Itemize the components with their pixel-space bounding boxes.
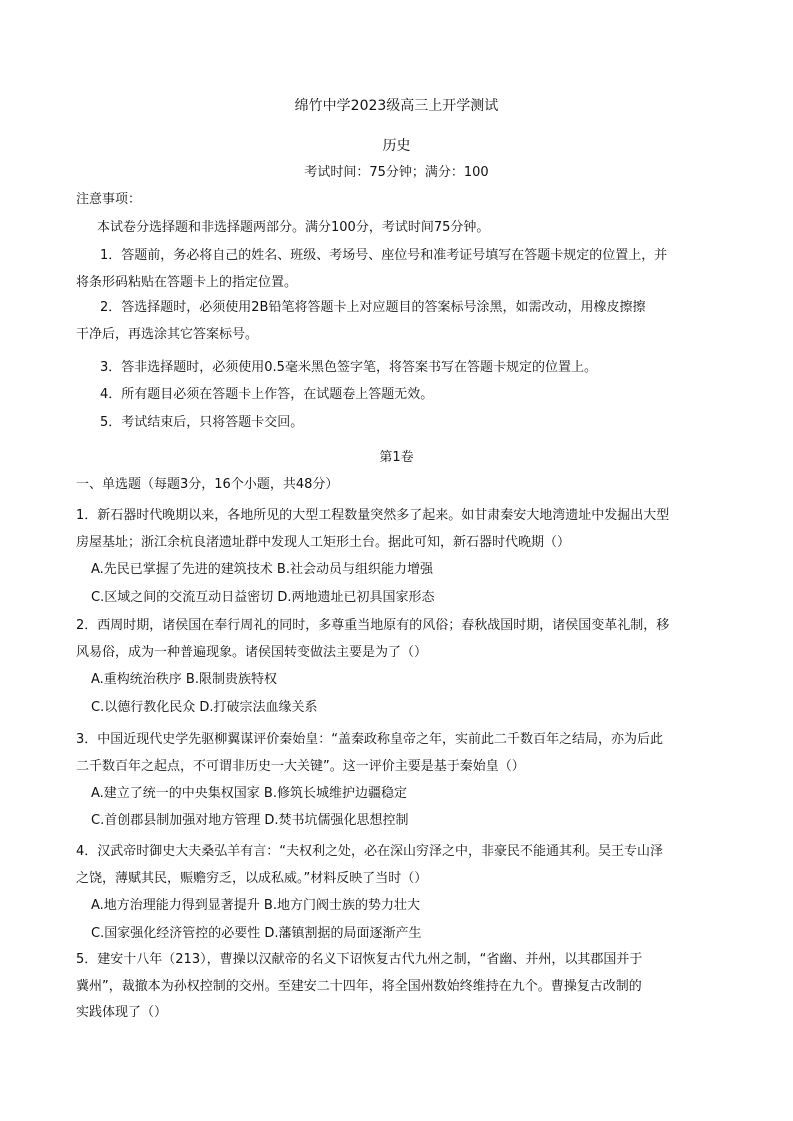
- question-3-stem-line-1: 3．中国近现代史学先驱柳翼谋评价秦始皇：“盖秦政称皇帝之年，实前此二千数百年之结局，亦为后此: [76, 732, 664, 747]
- question-1-options-cd: C.区域之间的交流互动日益密切 D.两地遗址已初具国家形态: [91, 590, 435, 605]
- question-1-stem-line-1: 1．新石器时代晚期以来，各地所见的大型工程数量突然多了起来。如甘肃秦安大地湾遗址中发掘出大型: [76, 508, 670, 523]
- subject-title: 历史: [382, 138, 411, 154]
- notice-item-1-line-1: 1．答题前，务必将自己的姓名、班级、考场号、座位号和准考证号填写在答题卡规定的位置上，并: [100, 248, 668, 263]
- notice-item-1-line-2: 将条形码粘贴在答题卡上的指定位置。: [76, 275, 298, 290]
- question-2-options-cd: C.以德行教化民众 D.打破宗法血缘关系: [91, 700, 318, 715]
- section-heading: 一、单选题（每题3分，16个小题，共48分）: [76, 477, 339, 492]
- question-4-options-cd: C.国家强化经济管控的必要性 D.藩镇割据的局面逐渐产生: [91, 926, 422, 941]
- question-2-options-ab: A.重构统治秩序 B.限制贵族特权: [91, 672, 277, 687]
- question-2-stem-line-2: 风易俗，成为一种普遍现象。诸侯国转变做法主要是为了（）: [76, 645, 428, 660]
- notice-item-4: 4．所有题目必须在答题卡上作答，在试题卷上答题无效。: [100, 387, 434, 402]
- question-3-stem-line-2: 二千数百年之起点，不可谓非历史一大关键”。这一评价主要是基于秦始皇（）: [76, 759, 525, 774]
- volume-title: 第1卷: [379, 450, 414, 465]
- exam-title: 绵竹中学2023级高三上开学测试: [294, 98, 499, 114]
- question-4-stem-line-2: 之饶，薄赋其民，赈赡穷乏，以成私威。”材料反映了当时（）: [76, 871, 428, 886]
- question-3-options-cd: C.首创郡县制加强对地方管理 D.焚书坑儒强化思想控制: [91, 813, 409, 828]
- question-2-stem-line-1: 2．西周时期，诸侯国在奉行周礼的同时，多尊重当地原有的风俗；春秋战国时期，诸侯国变革礼制，移: [76, 618, 670, 633]
- question-5-stem-line-2: 冀州”，裁撤本为孙权控制的交州。至建安二十四年，将全国州数始终维持在九个。曹操复古改制的: [76, 979, 642, 994]
- notice-heading: 注意事项：: [76, 192, 142, 207]
- notice-item-3: 3．答非选择题时，必须使用0.5毫米黑色签字笔，将答案书写在答题卡规定的位置上。: [100, 360, 597, 375]
- notice-intro: 本试卷分选择题和非选择题两部分。满分100分，考试时间75分钟。: [97, 220, 490, 235]
- question-1-options-ab: A.先民已掌握了先进的建筑技术 B.社会动员与组织能力增强: [91, 562, 433, 577]
- notice-item-5: 5．考试结束后，只将答题卡交回。: [100, 415, 304, 430]
- question-1-stem-line-2: 房屋基址；浙江余杭良渚遗址群中发现人工矩形土台。据此可知，新石器时代晚期（）: [76, 535, 571, 550]
- exam-info: 考试时间：75分钟；满分：100: [304, 165, 489, 180]
- question-3-options-ab: A.建立了统一的中央集权国家 B.修筑长城维护边疆稳定: [91, 786, 407, 801]
- notice-item-2-line-2: 干净后，再选涂其它答案标号。: [76, 327, 259, 342]
- question-5-stem-line-3: 实践体现了（）: [76, 1005, 168, 1020]
- question-5-stem-line-1: 5．建安十八年（213），曹操以汉献帝的名义下诏恢复古代九州之制，“省幽、并州，以其郡国并于: [76, 952, 643, 967]
- question-4-options-ab: A.地方治理能力得到显著提升 B.地方门阀士族的势力壮大: [91, 898, 420, 913]
- notice-item-2-line-1: 2．答选择题时，必须使用2B铅笔将答题卡上对应题目的答案标号涂黑，如需改动，用橡皮擦擦: [100, 300, 646, 315]
- question-4-stem-line-1: 4．汉武帝时御史大夫桑弘羊有言：“夫权利之处，必在深山穷泽之中，非豪民不能通其利。吴王专山泽: [76, 844, 664, 859]
